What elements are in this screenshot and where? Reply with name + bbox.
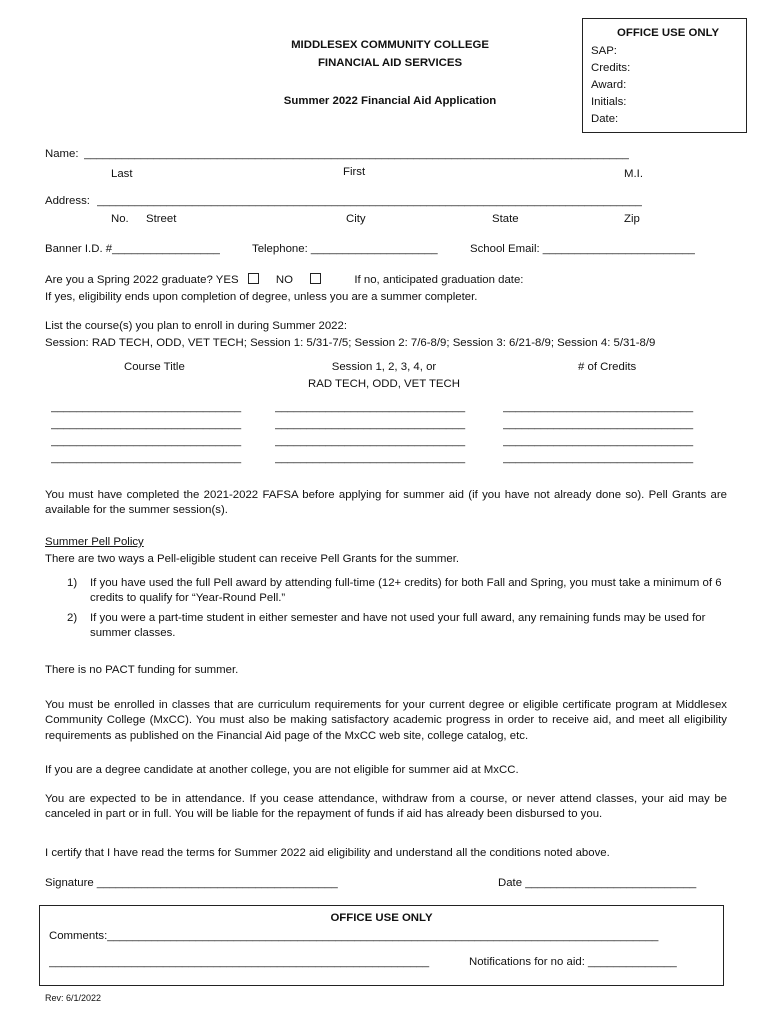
courses-intro: List the course(s) you plan to enroll in during Summer 2022:: [45, 320, 348, 332]
col-session-2: RAD TECH, ODD, VET TECH: [308, 378, 460, 390]
office-use-box: [582, 18, 747, 133]
comments-line-2[interactable]: ____________________________________________________________: [49, 956, 430, 968]
name-label: Name:: [45, 148, 79, 160]
office-use-bottom-box: [39, 905, 724, 986]
signature-date-field[interactable]: Date ___________________________: [498, 877, 697, 889]
address-sub-state: State: [492, 213, 519, 225]
office-date-label: Date:: [591, 113, 619, 125]
address-label: Address:: [45, 195, 90, 207]
course-credits-input[interactable]: ______________________________: [503, 452, 694, 464]
address-sub-street: Street: [146, 213, 177, 225]
pell-item-1-text: If you have used the full Pell award by attending full-time (12+ credits) for both Fall and Spring, you must take a minimum of 6 credits to qualify for “Year-Round Pell.”: [90, 577, 722, 605]
col-credits: # of Credits: [578, 361, 637, 373]
course-title-input[interactable]: ______________________________: [51, 435, 242, 447]
enrolled-paragraph: You must be enrolled in classes that are curriculum requirements for your current degree or eligible certificate program at Middlesex Community College (MxCC). You must also be making satisfactory academic progress in order to receive aid, and meet all eligibility requirements as published on the Financial Aid page of the MxCC web site, college catalog, etc.: [45, 699, 727, 742]
pact-paragraph: There is no PACT funding for summer.: [45, 664, 239, 676]
course-title-input[interactable]: ______________________________: [51, 418, 242, 430]
notifications-field[interactable]: Notifications for no aid: ______________: [469, 956, 677, 968]
office-initials-label: Initials:: [591, 96, 627, 108]
course-session-input[interactable]: ______________________________: [275, 401, 466, 413]
name-sub-mi: M.I.: [624, 168, 643, 180]
office-use-bottom-title: OFFICE USE ONLY: [330, 912, 433, 924]
pell-item-2-text: If you were a part-time student in either semester and have not used your full award, any remaining funds may be used for summer classes.: [90, 612, 706, 640]
degree-candidate-paragraph: If you are a degree candidate at another college, you are not eligible for summer aid at MxCC.: [45, 764, 519, 776]
pell-item-1: [45, 576, 725, 612]
revision-date: Rev: 6/1/2022: [45, 993, 102, 1003]
graduate-question-text: Are you a Spring 2022 graduate? YES: [45, 274, 239, 286]
address-sub-no: No.: [111, 213, 129, 225]
fafsa-paragraph: You must have completed the 2021-2022 FAFSA before applying for summer aid (if you have not already done so). Pell Grants are available for the summer session(s).: [45, 489, 727, 517]
yes-checkbox[interactable]: [248, 273, 259, 284]
office-award-label: Award:: [591, 79, 627, 91]
course-session-input[interactable]: ______________________________: [275, 435, 466, 447]
office-credits-label: Credits:: [591, 62, 631, 74]
pell-item-1-number: 1): [67, 577, 78, 589]
if-no-date-label: If no, anticipated graduation date:: [354, 274, 524, 286]
course-credits-input[interactable]: ______________________________: [503, 401, 694, 413]
form-title: Summer 2022 Financial Aid Application: [283, 95, 497, 107]
address-sub-zip: Zip: [624, 213, 640, 225]
pell-policy-intro: There are two ways a Pell-eligible student can receive Pell Grants for the summer.: [45, 553, 460, 565]
school-email-field[interactable]: School Email: ________________________: [470, 243, 695, 255]
pell-item-2-number: 2): [67, 612, 78, 624]
name-sub-last: Last: [111, 168, 133, 180]
certify-paragraph: I certify that I have read the terms for Summer 2022 aid eligibility and understand all the conditions noted above.: [45, 847, 610, 859]
office-use-title: OFFICE USE ONLY: [617, 27, 720, 39]
no-label: NO: [275, 274, 294, 286]
no-checkbox[interactable]: [310, 273, 321, 284]
col-session-1: Session 1, 2, 3, 4, or: [331, 361, 437, 373]
name-input-line[interactable]: ______________________________________________________________________________________: [84, 148, 629, 160]
col-course-title: Course Title: [124, 361, 185, 373]
signature-field[interactable]: Signature ______________________________________: [45, 877, 338, 889]
graduate-note: If yes, eligibility ends upon completion of degree, unless you are a summer completer.: [45, 291, 478, 303]
banner-id-field[interactable]: Banner I.D. #_________________: [45, 243, 220, 255]
college-name: MIDDLESEX COMMUNITY COLLEGE: [291, 39, 489, 51]
attendance-paragraph: You are expected to be in attendance. If you cease attendance, withdraw from a course, or never attend classes, your aid may be canceled in part or in full. You will be liable for the repayment of funds if aid has already been disbursed to you.: [45, 793, 727, 821]
pell-item-2: [45, 611, 725, 647]
course-title-input[interactable]: ______________________________: [51, 401, 242, 413]
comments-field[interactable]: Comments:_______________________________________________________________________________________: [49, 930, 659, 942]
name-sub-first: First: [343, 166, 366, 178]
course-credits-input[interactable]: ______________________________: [503, 435, 694, 447]
graduate-question: [45, 273, 523, 288]
office-sap-label: SAP:: [591, 45, 617, 57]
department-name: FINANCIAL AID SERVICES: [317, 57, 463, 69]
address-sub-city: City: [346, 213, 366, 225]
address-input-line[interactable]: ______________________________________________________________________________________: [97, 195, 642, 207]
telephone-field[interactable]: Telephone: ____________________: [252, 243, 438, 255]
course-session-input[interactable]: ______________________________: [275, 452, 466, 464]
pell-policy-heading: Summer Pell Policy: [45, 536, 144, 548]
sessions-line: Session: RAD TECH, ODD, VET TECH; Session 1: 5/31-7/5; Session 2: 7/6-8/9; Session 3: 6/21-8/9; Session 4: 5/31-8/9: [45, 337, 656, 349]
course-credits-input[interactable]: ______________________________: [503, 418, 694, 430]
course-title-input[interactable]: ______________________________: [51, 452, 242, 464]
course-session-input[interactable]: ______________________________: [275, 418, 466, 430]
